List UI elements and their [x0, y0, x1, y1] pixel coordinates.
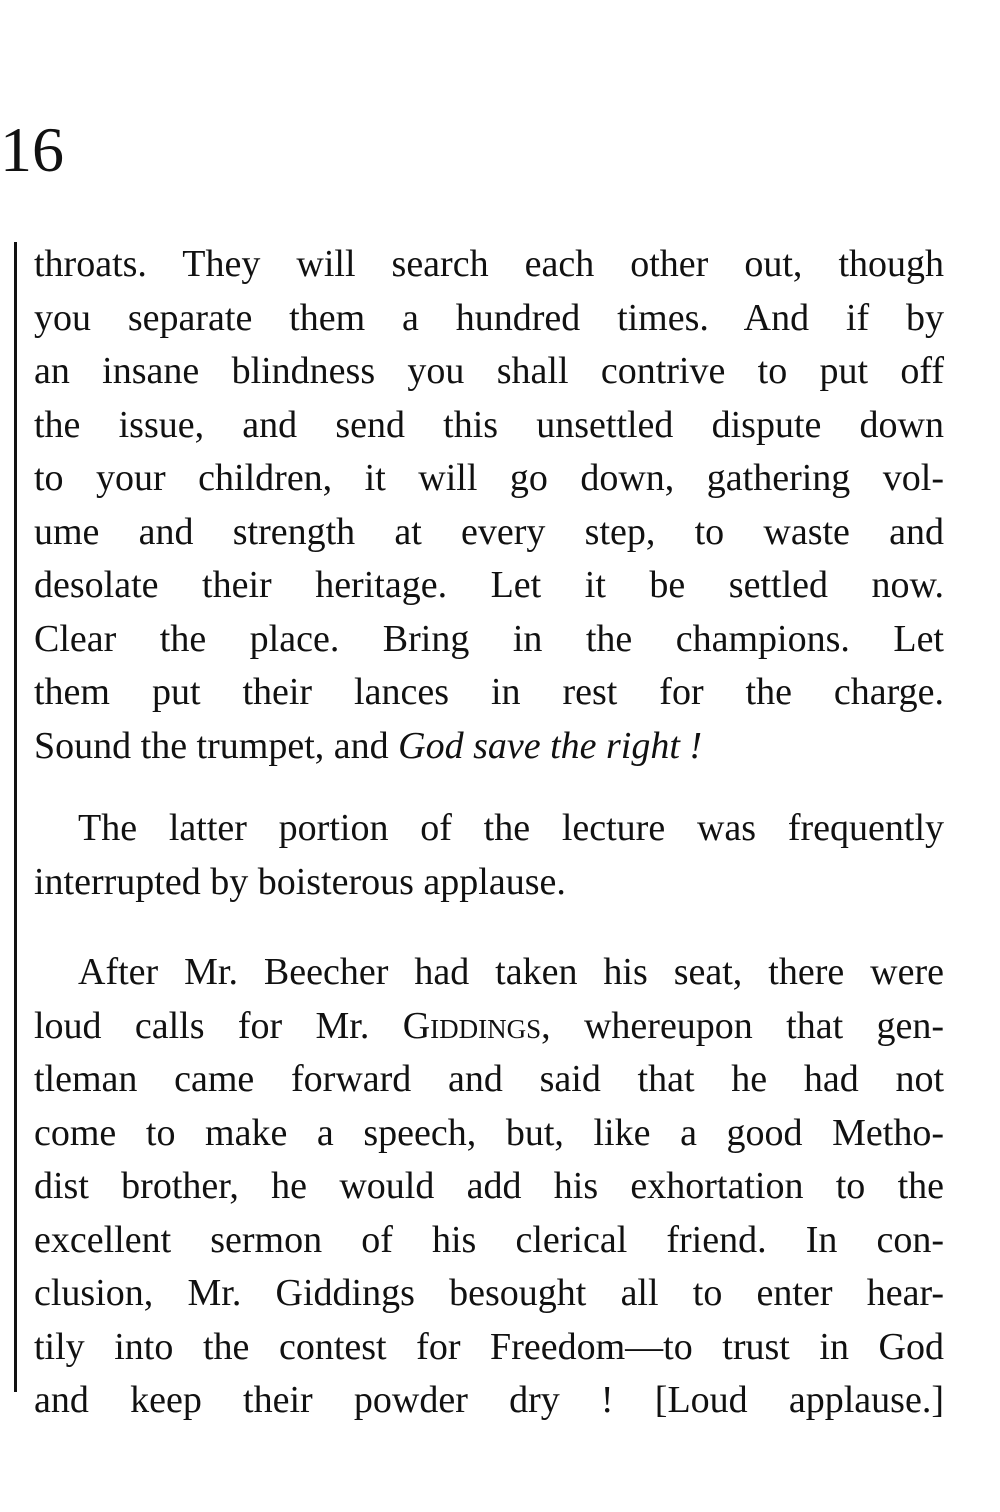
text-line: [34, 1000, 944, 1054]
text-line: excellent sermon of his clerical friend. In con-: [34, 1218, 944, 1261]
text-line-final: [34, 720, 944, 774]
text-line: clusion, Mr. Giddings besought all to enter hear-: [34, 1272, 944, 1314]
name-small-caps: Giddings: [402, 1004, 542, 1047]
text-line-final: interrupted by boisterous applause.: [34, 860, 566, 903]
text-line: them put their lances in rest for the charge.: [34, 671, 944, 713]
italic-phrase: God save the right !: [398, 724, 703, 767]
text-line: The latter portion of the lecture was frequently: [78, 807, 944, 849]
text-line: and keep their powder dry ! [Loud applause.]: [34, 1379, 944, 1421]
margin-rule: [14, 242, 17, 1392]
text-segment: Sound the trumpet, and: [34, 724, 399, 767]
text-line: come to make a speech, but, like a good Metho-: [34, 1111, 944, 1154]
paragraph-giddings-remarks: [34, 946, 944, 1428]
text-segment: loud calls for Mr.: [34, 1004, 403, 1047]
paragraph-speech-conclusion: [34, 238, 944, 773]
text-line: the issue, and send this unsettled dispute down: [34, 403, 944, 446]
text-line: After Mr. Beecher had taken his seat, there were: [78, 951, 944, 993]
page-number: 16: [0, 114, 64, 185]
text-line: desolate their heritage. Let it be settled now.: [34, 564, 944, 606]
text-line: tleman came forward and said that he had not: [34, 1058, 944, 1100]
text-line: ume and strength at every step, to waste and: [34, 510, 944, 553]
text-line: throats. They will search each other out, though: [34, 243, 944, 285]
text-line: dist brother, he would add his exhortation to the: [34, 1165, 944, 1207]
text-line: you separate them a hundred times. And if by: [34, 296, 944, 339]
text-line: to your children, it will go down, gathering vol-: [34, 457, 944, 499]
paragraph-applause-note: [34, 802, 944, 909]
text-line: an insane blindness you shall contrive to put off: [34, 350, 944, 392]
text-line: tily into the contest for Freedom—to trust in God: [34, 1325, 944, 1368]
text-segment: , whereupon that gen-: [541, 1004, 944, 1047]
text-line: Clear the place. Bring in the champions. Let: [34, 617, 944, 660]
